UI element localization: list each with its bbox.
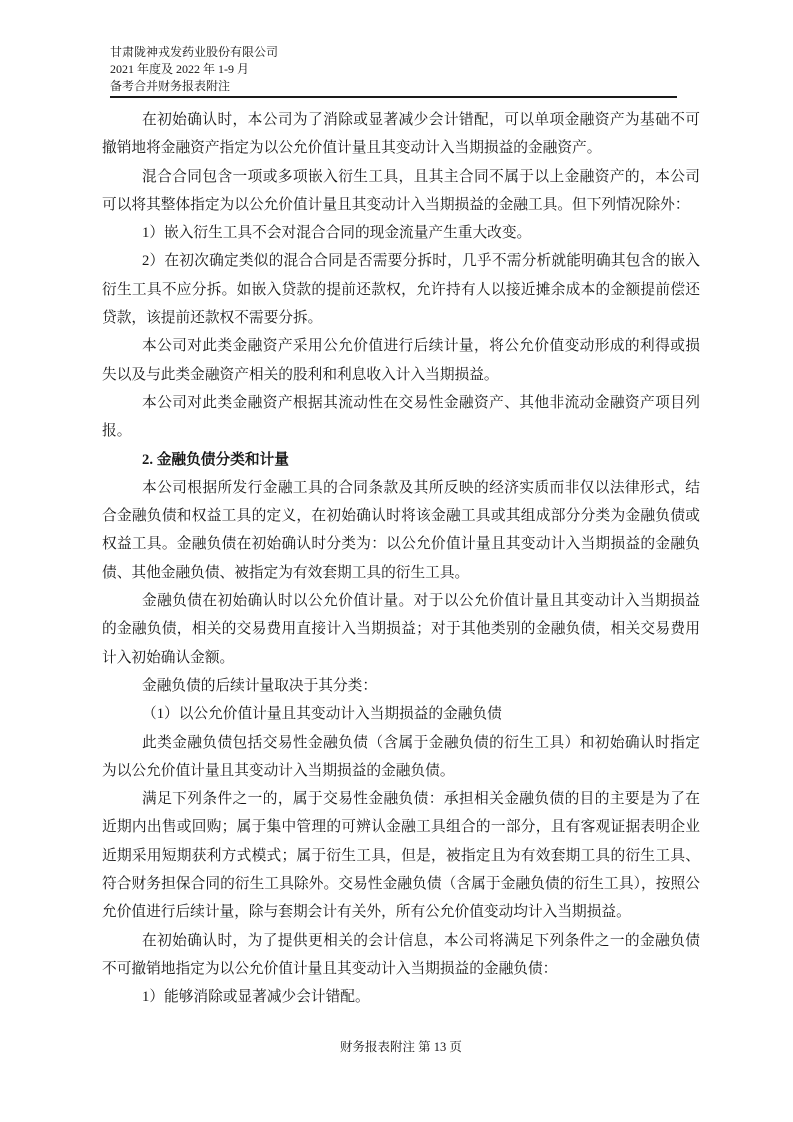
paragraph: 满足下列条件之一的，属于交易性金融负债：承担相关金融负债的目的主要是为了在近期内出售或回购；属于集中管理的可辨认金融工具组合的一部分，且有客观证据表明企业近期采用短期获利方式模式；属于衍生工具，但是，被指定且为有效套期工具的衍生工具、符合财务担保合同的衍生工具除外。交易性金融负债（含属于金融负债的衍生工具），按照公允价值进行后续计量，除与套期会计有关外，所有公允价值变动均计入当期损益。 — [102, 791, 700, 921]
paragraph: 金融负债的后续计量取决于其分类： — [142, 677, 378, 694]
footer-page-label: 财务报表附注 第 13 页 — [340, 1040, 462, 1054]
paragraph: 在初始确认时，本公司为了消除或显著减少会计错配，可以单项金融资产为基础不可撤销地将金融资产指定为以公允价值计量且其变动计入当期损益的金融资产。 — [102, 112, 700, 157]
paragraph: 混合合同包含一项或多项嵌入衍生工具，且其主合同不属于以上金融资产的，本公司可以将其整体指定为以公允价值计量且其变动计入当期损益的金融工具。但下列情况除外： — [102, 168, 700, 213]
list-item-paragraph: 1）嵌入衍生工具不会对混合合同的现金流量产生重大改变。 — [142, 225, 532, 242]
report-period: 2021 年度及 2022 年 1-9 月 — [110, 62, 249, 76]
paragraph: 本公司对此类金融资产根据其流动性在交易性金融资产、其他非流动金融资产项目列报。 — [102, 394, 700, 440]
paragraph: 本公司对此类金融资产采用公允价值进行后续计量，将公允价值变动形成的利得或损失以及与此类金融资产相关的股利和利息收入计入当期损益。 — [102, 338, 700, 383]
section-heading-financial-liabilities: 2. 金融负债分类和计量 — [142, 451, 289, 468]
list-item-paragraph: 2）在初次确定类似的混合合同是否需要分拆时，几乎不需分析就能明确其包含的嵌入衍生工具不应分拆。如嵌入贷款的提前还款权，允许持有人以接近摊余成本的金额提前偿还贷款，该提前还款权不需要分拆。 — [102, 253, 700, 327]
paragraph: 本公司根据所发行金融工具的合同条款及其所反映的经济实质而非仅以法律形式，结合金融负债和权益工具的定义，在初始确认时将该金融工具或其组成部分分类为金融负债或权益工具。金融负债在初始确认时分类为：以公允价值计量且其变动计入当期损益的金融负债、其他金融负债、被指定为有效套期工具的衍生工具。 — [102, 479, 700, 581]
sub-item-paragraph: （1）以公允价值计量且其变动计入当期损益的金融负债 — [142, 706, 502, 723]
paragraph: 金融负债在初始确认时以公允价值计量。对于以公允价值计量且其变动计入当期损益的金融负债，相关的交易费用直接计入当期损益；对于其他类别的金融负债，相关交易费用计入初始确认金额。 — [102, 593, 700, 666]
company-name: 甘肃陇神戎发药业股份有限公司 — [110, 45, 279, 59]
page-footer — [102, 1039, 700, 1056]
page-header — [110, 44, 677, 98]
paragraph: 在初始确认时，为了提供更相关的会计信息，本公司将满足下列条件之一的金融负债不可撤销地指定为以公允价值计量且其变动计入当期损益的金融负债： — [102, 932, 700, 977]
paragraph: 此类金融负债包括交易性金融负债（含属于金融负债的衍生工具）和初始确认时指定为以公允价值计量且其变动计入当期损益的金融负债。 — [102, 734, 700, 779]
document-body — [102, 106, 700, 1012]
document-title: 备考合并财务报表附注 — [110, 79, 231, 93]
list-item-paragraph: 1）能够消除或显著减少会计错配。 — [142, 989, 370, 1006]
